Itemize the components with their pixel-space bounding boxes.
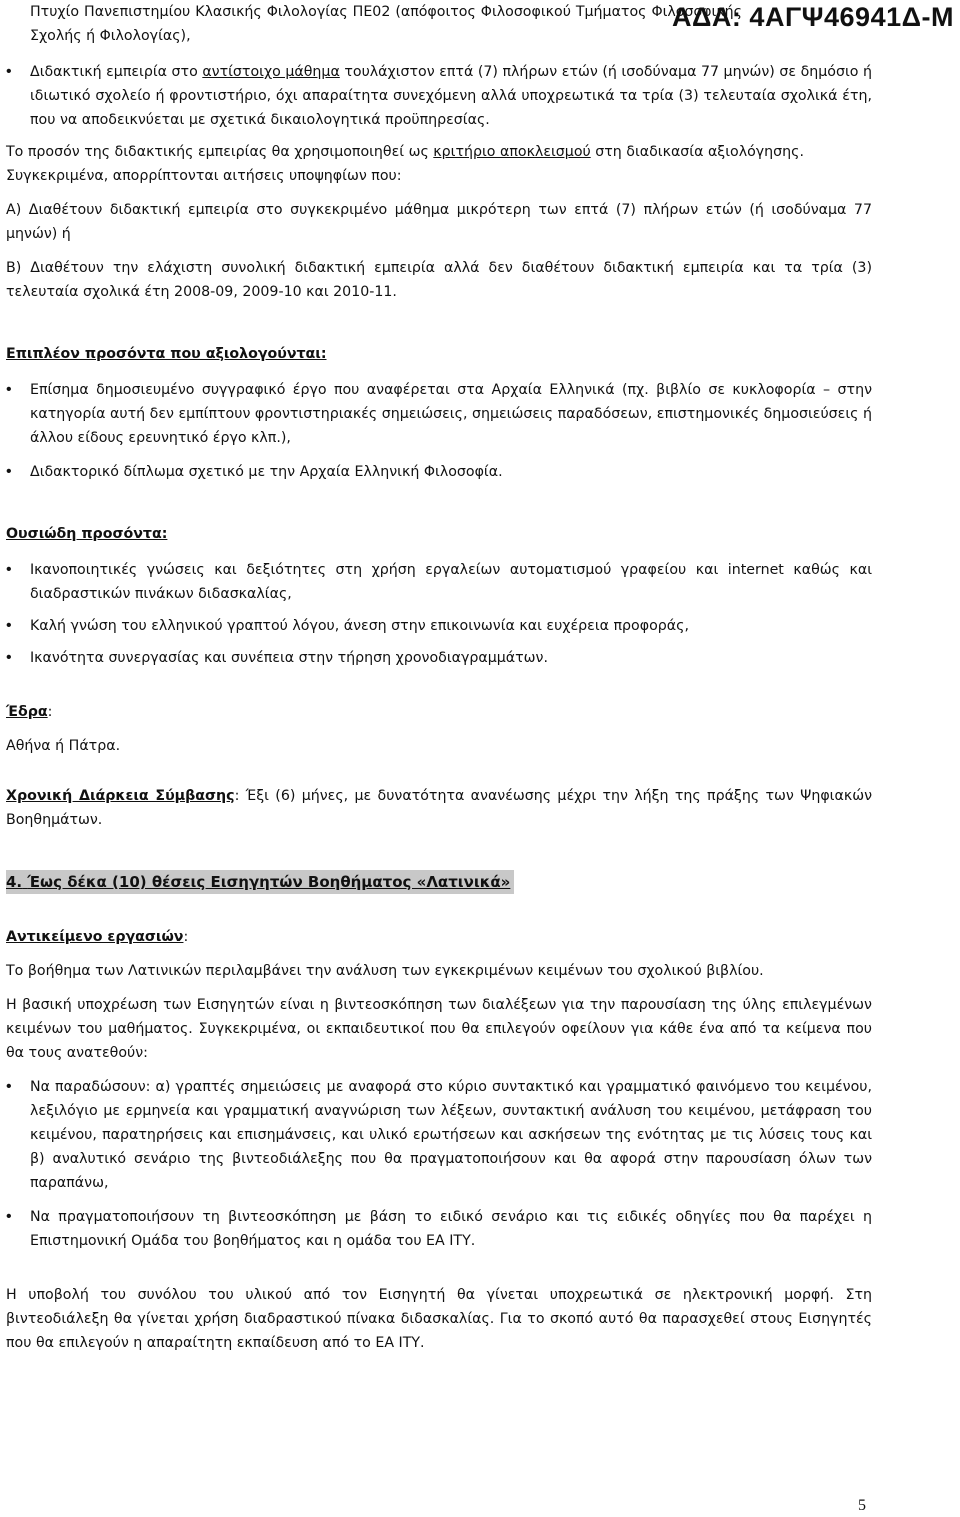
page-number: 5 — [858, 1497, 866, 1514]
seat-value: Αθήνα ή Πάτρα. — [6, 738, 121, 754]
object-label: Αντικείμενο εργασιών — [6, 929, 184, 945]
note-underlined: κριτήριο αποκλεισμού — [433, 144, 591, 160]
exp-underlined: αντίστοιχο μάθημα — [202, 64, 340, 80]
exp-post: τουλάχιστον επτά (7) πλήρων ετών (ή ισοδύναμα 77 μηνών) σε δημόσιο ή ιδιωτικό σχολείο ή φροντιστήριο, όχι απαραίτητα συνεχόμενη αλλά υποχρεωτικά τα τρία (3) τελευταία σχολικά έτη, που να αποδεικνύεται με σχετικά δικαιολογητικά προϋπηρεσίας. — [30, 64, 872, 128]
ada-stamp: ΑΔΑ: 4ΑΓΨ46941Δ-Μ — [672, 2, 954, 32]
note-pre: Το προσόν της διδακτικής εμπειρίας θα χρησιμοποιηθεί ως — [6, 144, 434, 160]
seat-label: Έδρα — [6, 704, 48, 720]
document-body — [6, 0, 872, 1355]
additional-item: • Διδακτορικό δίπλωμα σχετικό με την Αρχαία Ελληνική Φιλοσοφία. — [6, 460, 872, 484]
essential-heading — [6, 522, 872, 546]
duration-paragraph — [6, 784, 872, 832]
reject-intro: Συγκεκριμένα, απορρίπτονται αιτήσεις υποψηφίων που: — [6, 168, 402, 184]
seat-heading — [6, 700, 872, 724]
additional-item: • Επίσημα δημοσιευμένο συγγραφικό έργο που αναφέρεται στα Αρχαία Ελληνικά (πχ. βιβλίο σε κυκλοφορία – στην κατηγορία αυτή δεν εμπίπτουν φροντιστηριακές σημειώσεις, σημειώσεις παραδόσεων, επιστημονικές δημοσιεύσεις ή άλλου είδους ερευνητικό έργο κλπ.), — [6, 378, 872, 450]
additional-heading-text: Επιπλέον προσόντα που αξιολογούνται: — [6, 346, 327, 362]
note-post: στη διαδικασία αξιολόγησης. — [590, 144, 804, 160]
object-colon: : — [183, 929, 189, 945]
essential-item: • Ικανότητα συνεργασίας και συνέπεια στην τήρηση χρονοδιαγραμμάτων. — [6, 646, 872, 670]
seat-colon: : — [47, 704, 53, 720]
reject-case-b: Β) Διαθέτουν την ελάχιστη συνολική διδακτική εμπειρία αλλά δεν διαθέτουν διδακτική εμπειρία και τα τρία (3) τελευταία σχολικά έτη 2008-09, 2009-10 και 2010-11. — [6, 260, 872, 300]
object-item: • Να παραδώσουν: α) γραπτές σημειώσεις με αναφορά στο κύριο συντακτικό και γραμματικό φαινόμενο του κειμένου, λεξιλόγιο με ερμηνεία και γραμματική αναγνώριση των λέξεων, συντακτική ανάλυση του κειμένου, μετάφραση του κειμένου, παρατηρήσεις και επισημάνσεις, και υλικό ερωτήσεων και ασκήσεων της ενότητας με τις λύσεις τους και β) αναλυτικό σενάριο της βιντεοδιάλεξης που θα πραγματοποιήσουν και θα αφορά στην παρουσίαση όλων των παραπάνω, — [6, 1075, 872, 1195]
section-4-number: 4. — [6, 873, 23, 891]
section-4-title-box — [6, 870, 514, 894]
reject-case-a: Α) Διαθέτουν διδακτική εμπειρία στο συγκεκριμένο μάθημα μικρότερη των επτά (7) πλήρων ετών (ή ισοδύναμα 77 μηνών) ή — [6, 202, 872, 242]
object-heading — [6, 925, 872, 949]
object-item: • Να πραγματοποιήσουν τη βιντεοσκόπηση με βάση το ειδικό σενάριο και τις ειδικές οδηγίες που θα παρέχει η Επιστημονική Ομάδα του βοηθήματος και η ομάδα του ΕΑ ΙΤΥ. — [6, 1205, 872, 1253]
section-4-title: Έως δέκα (10) θέσεις Εισηγητών Βοηθήματος «Λατινικά» — [27, 873, 511, 891]
experience-requirement — [6, 60, 872, 132]
duration-value: : Έξι (6) μήνες, με δυνατότητα ανανέωσης μέχρι την λήξη της πράξης των Ψηφιακών Βοηθημάτων. — [6, 788, 873, 828]
essential-item: • Καλή γνώση του ελληνικού γραπτού λόγου, άνεση στην επικοινωνία και ευχέρεια προφοράς, — [6, 614, 872, 638]
degree-continuation: Πτυχίο Πανεπιστημίου Κλασικής Φιλολογίας ΠΕ02 (απόφοιτος Φιλοσοφικού Τμήματος Φιλοσοφικής Σχολής ή Φιλολογίας), — [30, 4, 742, 44]
object-p3: Η υποβολή του συνόλου του υλικού από τον Εισηγητή θα γίνεται υποχρεωτικά σε ηλεκτρονική μορφή. Στη βιντεοδιάλεξη θα γίνεται χρήση διαδραστικού πίνακα διδασκαλίας. Για το σκοπό αυτό θα παρασχεθεί στους Εισηγητές που θα επιλεγούν η απαραίτητη εκπαίδευση από το ΕΑ ΙΤΥ. — [6, 1287, 872, 1351]
additional-heading — [6, 342, 872, 366]
duration-label: Χρονική Διάρκεια Σύμβασης — [6, 788, 235, 804]
experience-note — [6, 140, 872, 164]
section-4-heading — [6, 870, 872, 895]
object-p1: Το βοήθημα των Λατινικών περιλαμβάνει την ανάλυση των εγκεκριμένων κειμένων του σχολικού βιβλίου. — [6, 963, 764, 979]
essential-heading-text: Ουσιώδη προσόντα: — [6, 526, 168, 542]
object-p2: Η βασική υποχρέωση των Εισηγητών είναι η βιντεοσκόπηση των διαλέξεων για την παρουσίαση της ύλης επιλεγμένων κειμένων του μαθήματος. Συγκεκριμένα, οι εκπαιδευτικοί που θα επιλεγούν οφείλουν για κάθε ένα από τα κείμενα που θα τους ανατεθούν: — [6, 997, 872, 1061]
essential-item: • Ικανοποιητικές γνώσεις και δεξιότητες στη χρήση εργαλείων αυτοματισμού γραφείου και internet καθώς και διαδραστικών πινάκων διδασκαλίας, — [6, 558, 872, 606]
exp-pre: Διδακτική εμπειρία στο — [30, 64, 203, 80]
